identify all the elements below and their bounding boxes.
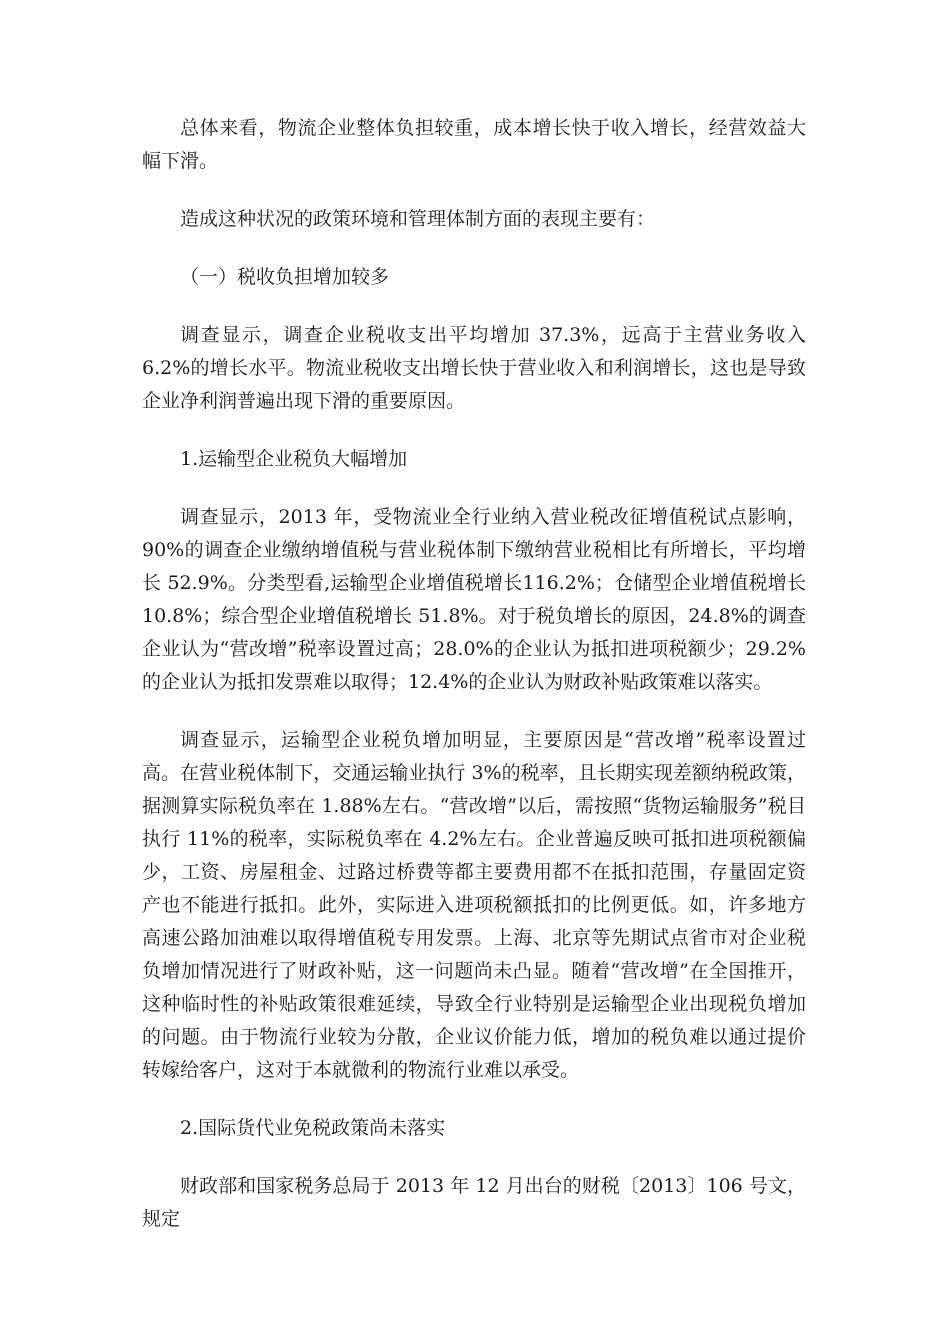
paragraph-tax-survey: 调查显示，调查企业税收支出平均增加 37.3%，远高于主营业务收入 6.2%的增长水平。物流业税收支出增长快于营业收入和利润增长，这也是导致企业净利润普遍出现下滑的重要原因。 [142, 324, 806, 412]
paragraph-policy-document: 财政部和国家税务总局于 2013 年 12 月出台的财税〔2013〕106 号文，规定 [142, 1175, 806, 1230]
paragraph-vat-rate-analysis: 调查显示，运输型企业税负增加明显，主要原因是“营改增”税率设置过高。在营业税体制下，交通运输业执行 3%的税率，且长期实现差额纳税政策，据测算实际税负率在 1.88%左右。“营改增”以后，需按照“货物运输服务”税目执行 11%的税率，实际税负率在 4.2%左右。企业普遍反映可抵扣进项税额偏少，工资、房屋租金、过路过桥费等都主要费用都不在抵扣范围，存量固定资产也不能进行抵扣。此外，实际进入进项税额抵扣的比例更低。如，许多地方高速公路加油难以取得增值税专用发票。上海、北京等先期试点省市对企业税负增加情况进行了财政补贴，这一问题尚未凸显。随着“营改增”在全国推开，这种临时性的补贴政策很难延续，导致全行业特别是运输型企业出现税负增加的问题。由于物流行业较为分散，企业议价能力低，增加的税负难以通过提价转嫁给客户，这对于本就微利的物流行业难以承受。 [142, 729, 806, 1081]
paragraph-summary: 总体来看，物流企业整体负担较重，成本增长快于收入增长，经营效益大幅下滑。 [142, 117, 806, 172]
section-heading-tax-burden: （一）税收负担增加较多 [180, 266, 390, 288]
subsection-heading-freight-forwarding: 2.国际货代业免税政策尚未落实 [180, 1117, 446, 1139]
paragraph-vat-growth: 调查显示，2013 年，受物流业全行业纳入营业税改征增值税试点影响，90%的调查企业缴纳增值税与营业税体制下缴纳营业税相比有所增长，平均增长 52.9%。分类型看,运输型企业增值税增长116.2%；仓储型企业增值税增长 10.8%；综合型企业增值税增长 51.8%。对于税负增长的原因，24.8%的调查企业认为“营改增”税率设置过高；28.0%的企业认为抵扣进项税额少；29.2%的企业认为抵扣发票难以取得；12.4%的企业认为财政补贴政策难以落实。 [142, 506, 806, 693]
document-body [142, 112, 806, 1261]
subsection-heading-transport-tax: 1.运输型企业税负大幅增加 [180, 448, 408, 470]
paragraph-causes-intro: 造成这种状况的政策环境和管理体制方面的表现主要有： [180, 208, 656, 230]
